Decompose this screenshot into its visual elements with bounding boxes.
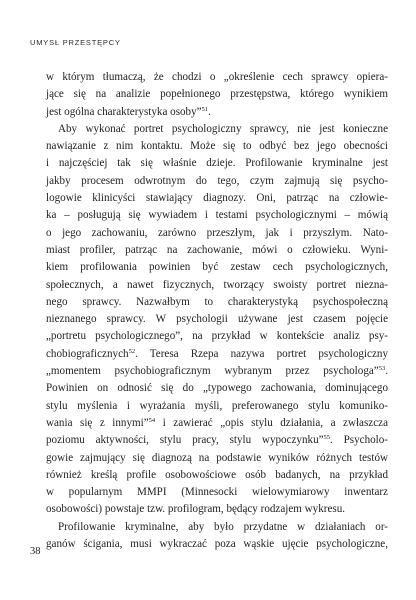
running-header: UMYSŁ PRZESTĘPCY	[30, 38, 121, 47]
text-line: kiem profilowania powinien być zestaw cech psychologicznych,	[46, 261, 388, 274]
text-line: Powinien on odnosić się do „typowego zachowania, dominującego	[46, 382, 388, 395]
text-line: i najczęściej tak się właśnie dzieje. Profilowanie kryminalne jest	[46, 157, 388, 170]
text-line: społecznych, a nawet fizycznych, tworzący swoisty portret niezna-	[46, 278, 388, 291]
text-line: stylu myślenia i wyrażania myśli, preferowanego stylu komuniko-	[46, 399, 388, 412]
text-line: również kreślą profile osobowościowe osób badanych, na przykład	[46, 468, 388, 481]
text-line: nieznanego sprawcy. W psychologii używane jest czasem pojęcie	[46, 313, 388, 326]
text-line: gowie zajmujący się diagnozą na podstawie wyników różnych testów	[46, 451, 388, 464]
text-line: osobowości) powstaje tzw. profilogram, będący rodzajem wykresu.	[46, 503, 346, 516]
page-number: 38	[30, 546, 41, 557]
text-line: w popularnym MMPI (Minnesocki wielowymiarowy inwentarz	[46, 486, 388, 499]
text-line: „momentem psychobiograficznym wybranym przez psychologa”$^{53}$.	[46, 365, 388, 378]
text-line: jakby procesem odwrotnym do tego, czym zajmują się psycho-	[46, 174, 388, 187]
text-line: poziomu aktywności, stylu pracy, stylu wypoczynku”$^{55}$. Psycholo-	[46, 434, 388, 447]
footnote-marker: 55	[323, 434, 331, 442]
text-line: „portretu psychologicznego”, na przykład w kontekście analiz psy-	[46, 330, 388, 343]
text-line: nego sprawcy. Nazwałbym to charakterystyką psychospołeczną	[46, 295, 388, 308]
text-line: miast profiler, patrząc na zachowanie, mówi o człowieku. Wyni-	[46, 243, 388, 256]
text-line: logowie klinicyści stawiający diagnozy. Oni, patrząc na człowie-	[46, 192, 388, 205]
text-line: ganów ścigania, musi wykraczać poza wąskie ujęcie psychologiczne,	[46, 538, 388, 551]
footnote-marker: 54	[148, 416, 156, 424]
body-text	[46, 69, 388, 553]
text-line: w którym tłumaczą, że chodzi o „określenie cech sprawcy opiera-	[46, 71, 388, 83]
text-line: Aby wykonać portret psychologiczny sprawcy, nie jest konieczne	[58, 122, 388, 135]
text-line: nawiązanie z nim kontaktu. Może się to odbyć bez jego obecności	[46, 140, 388, 153]
text-line: ka – posługują się wywiadem i testami psychologicznymi – mówią	[46, 209, 388, 222]
text-line: jące się na analizie popełnionego przestępstwa, którego wynikiem	[46, 88, 388, 101]
footnote-marker: 52	[128, 347, 136, 355]
text-line: o jego zachowaniu, zarówno przeszłym, jak i przyszłym. Nato-	[46, 226, 388, 239]
text-line: jest ogólna charakterystyka osoby”$^{51}$.	[46, 105, 211, 118]
text-line: wania się z innymi”$^{54}$ i zawierać „opis stylu działania, a zwłaszcza	[46, 416, 388, 429]
text-line: chobiograficznych$^{52}$. Teresa Rzepa nazywa portret psychologiczny	[46, 347, 388, 360]
footnote-marker: 51	[201, 105, 209, 113]
text-line: Profilowanie kryminalne, aby było przydatne w działaniach or-	[58, 520, 388, 533]
footnote-marker: 53	[378, 365, 386, 373]
